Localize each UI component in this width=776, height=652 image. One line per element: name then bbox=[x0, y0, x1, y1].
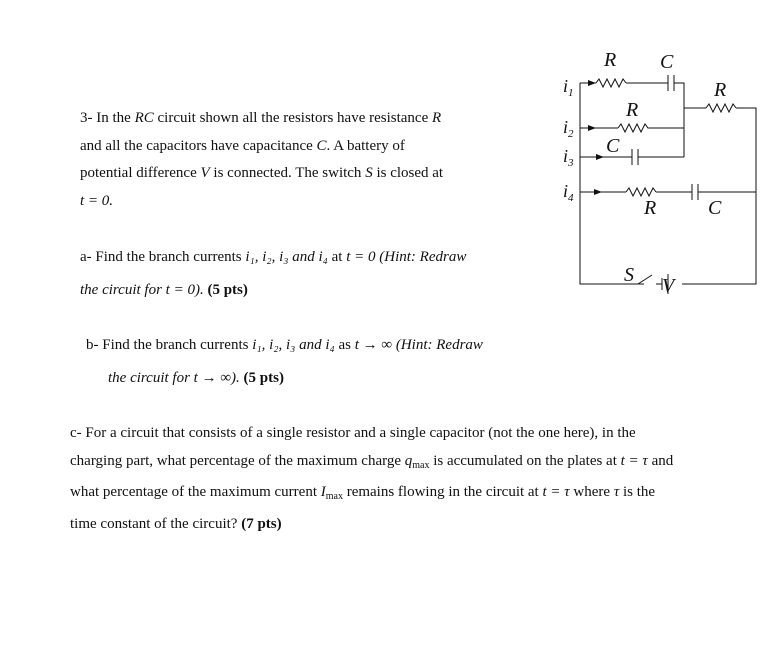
arrow-i1 bbox=[588, 80, 596, 86]
part-b-line-2: the circuit for t → ∞). (5 pts) bbox=[108, 370, 284, 386]
capacitor-top bbox=[668, 75, 674, 91]
intro-line-4: t = 0. bbox=[80, 193, 114, 209]
left-rail-wire bbox=[580, 83, 756, 284]
capacitor-low bbox=[692, 184, 698, 200]
label-battery: V bbox=[662, 275, 675, 297]
part-c-line-4: time constant of the circuit? (7 pts) bbox=[70, 516, 282, 532]
part-b-line-1: b- Find the branch currents i₁, i₂, i₃ and i₄ as t → ∞ (Hint: Redraw bbox=[86, 337, 483, 353]
resistor-right bbox=[706, 104, 736, 112]
intro-line-1: 3- In the RC circuit shown all the resistors have resistance R bbox=[80, 110, 442, 126]
rc-circuit-diagram bbox=[548, 38, 776, 308]
intro-line-3: potential difference V is connected. The switch S is closed at bbox=[80, 165, 444, 181]
label-switch: S bbox=[624, 264, 634, 286]
capacitor-mid bbox=[632, 149, 638, 165]
label-r-mid: R bbox=[626, 99, 639, 121]
part-c-line-2: charging part, what percentage of the maximum charge $q_{max}$ is accumulated on the plates at t = τ and bbox=[70, 453, 674, 471]
label-r-low: R bbox=[644, 197, 657, 219]
part-c-line-1: c- For a circuit that consists of a single resistor and a single capacitor (not the one here), in the bbox=[70, 425, 636, 441]
resistor-top bbox=[596, 79, 626, 87]
label-i3: $i_3$ bbox=[563, 146, 574, 169]
resistor-low bbox=[626, 188, 656, 196]
label-c-mid: C bbox=[606, 135, 620, 157]
label-i1: $i_1$ bbox=[563, 76, 574, 99]
part-a-line-2: the circuit for t = 0). (5 pts) bbox=[80, 282, 248, 298]
label-c-top: C bbox=[660, 51, 674, 73]
arrow-i3 bbox=[596, 154, 604, 160]
label-i4: $i_4$ bbox=[563, 181, 574, 204]
intro-line-2: and all the capacitors have capacitance C. A battery of bbox=[80, 138, 405, 154]
resistor-mid bbox=[618, 124, 684, 132]
label-r-right: R bbox=[714, 79, 727, 101]
branch-1-wire-3 bbox=[674, 83, 706, 157]
arrow-i4 bbox=[594, 189, 602, 195]
part-c-line-3: what percentage of the maximum current $I_{max}$ remains flowing in the circuit at t = τ where τ is the bbox=[70, 484, 656, 502]
part-a-line-1: a- Find the branch currents i₁, i₂, i₃ and i₄ at t = 0 (Hint: Redraw bbox=[80, 249, 467, 265]
label-i2: $i_2$ bbox=[563, 117, 574, 140]
label-r-top: R bbox=[604, 49, 617, 71]
label-c-low: C bbox=[708, 197, 722, 219]
arrow-i2 bbox=[588, 125, 596, 131]
right-rail-wire bbox=[736, 108, 756, 192]
